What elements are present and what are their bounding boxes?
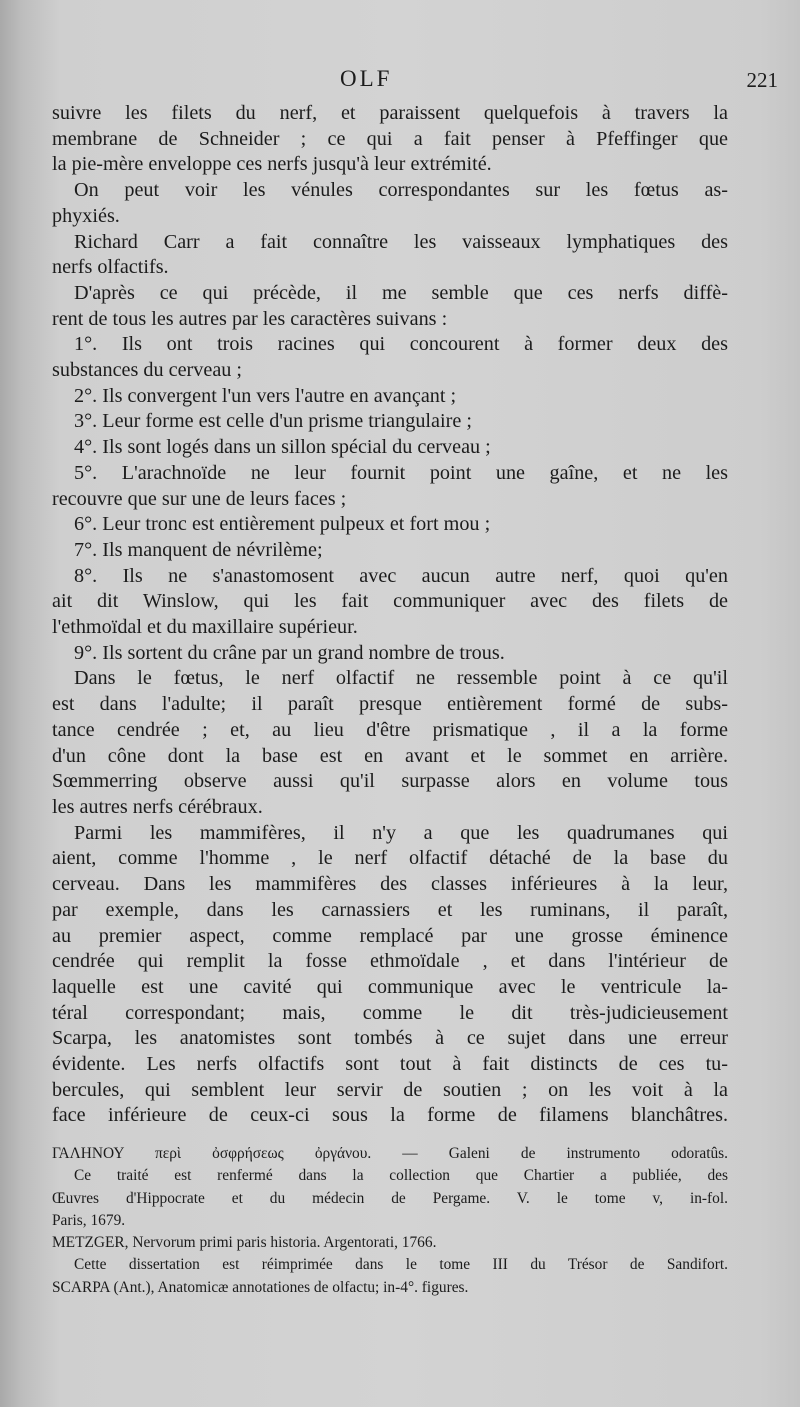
text-line: la pie-mère enveloppe ces nerfs jusqu'à leur extrémité. <box>52 153 492 176</box>
text-line: 4°. Ils sont logés dans un sillon spécial du cerveau ; <box>74 436 491 459</box>
text-line: rent de tous les autres par les caractères suivans : <box>52 307 448 330</box>
text-line: les autres nerfs cérébraux. <box>52 795 263 818</box>
text-line: membrane de Schneider ; ce qui a fait penser à Pfeffinger que <box>52 127 728 150</box>
page-number: 221 <box>746 68 778 92</box>
text-line: 3°. Leur forme est celle d'un prisme triangulaire ; <box>74 410 472 433</box>
footnote-line: Cette dissertation est réimprimée dans le tome III du Trésor de Sandifort. <box>74 1256 728 1274</box>
text-line: D'après ce qui précède, il me semble que ces nerfs diffè- <box>74 281 728 304</box>
footnotes <box>52 1143 728 1299</box>
text-line: face inférieure de ceux-ci sous la forme de filamens blanchâtres. <box>52 1104 728 1127</box>
text-line: ait dit Winslow, qui les fait communiquer avec des filets de <box>52 590 728 613</box>
text-line: recouvre que sur une de leurs faces ; <box>52 487 347 510</box>
text-line: téral correspondant; mais, comme le dit très-judicieusement <box>52 1001 728 1024</box>
text-line: 1°. Ils ont trois racines qui concourent à former deux des <box>74 333 728 356</box>
text-line: suivre les filets du nerf, et paraissent quelquefois à travers la <box>52 102 728 124</box>
text-line: 2°. Ils convergent l'un vers l'autre en avançant ; <box>74 384 457 407</box>
text-line: Dans le fœtus, le nerf olfactif ne ressemble point à ce qu'il <box>74 667 728 690</box>
text-line: 8°. Ils ne s'anastomosent avec aucun autre nerf, quoi qu'en <box>74 564 728 587</box>
text-line: Richard Carr a fait connaître les vaisseaux lymphatiques des <box>74 230 728 253</box>
body-text <box>52 101 728 1129</box>
text-line: laquelle est une cavité qui communique avec le ventricule la- <box>52 975 728 998</box>
footnote-line: SCARPA (Ant.), Anatomicæ annotationes de olfactu; in-4°. figures. <box>52 1278 469 1296</box>
text-line: évidente. Les nerfs olfactifs sont tout à fait distincts de ces tu- <box>52 1053 728 1076</box>
text-line: cendrée qui remplit la fosse ethmoïdale , et dans l'intérieur de <box>52 950 728 973</box>
text-line: par exemple, dans les carnassiers et les ruminans, il paraît, <box>52 898 728 921</box>
text-line: au premier aspect, comme remplacé par une grosse éminence <box>52 924 728 947</box>
footnote-line: Ce traité est renfermé dans la collection que Chartier a publiée, des <box>74 1167 728 1185</box>
footnote-line: Œuvres d'Hippocrate et du médecin de Pergame. V. le tome v, in-fol. <box>52 1189 728 1207</box>
text-line: On peut voir les vénules correspondantes sur les fœtus as- <box>74 179 728 202</box>
footnote-line: Paris, 1679. <box>52 1211 126 1229</box>
text-line: 7°. Ils manquent de névrilème; <box>74 538 323 561</box>
footnote-line: METZGER, Nervorum primi paris historia. Argentorati, 1766. <box>52 1234 437 1252</box>
text-line: nerfs olfactifs. <box>52 256 169 279</box>
text-line: l'ethmoïdal et du maxillaire supérieur. <box>52 616 358 639</box>
page-header <box>0 66 800 96</box>
text-line: phyxiés. <box>52 204 120 227</box>
running-title: OLF <box>340 66 393 91</box>
footnote-line: ΓΑΛΗΝΟΥ περὶ ὀσφρήσεως ὀργάνου. — Galeni de instrumento odoratûs. <box>52 1145 728 1162</box>
text-line: Sœmmerring observe aussi qu'il surpasse alors en volume tous <box>52 770 728 793</box>
text-line: bercules, qui semblent leur servir de soutien ; on les voit à la <box>52 1078 728 1101</box>
text-line: d'un cône dont la base est en avant et le sommet en arrière. <box>52 744 728 767</box>
text-line: substances du cerveau ; <box>52 359 243 382</box>
text-line: est dans l'adulte; il paraît presque entièrement formé de subs- <box>52 693 728 716</box>
text-line: Parmi les mammifères, il n'y a que les quadrumanes qui <box>74 821 728 844</box>
text-line: 9°. Ils sortent du crâne par un grand nombre de trous. <box>74 641 505 664</box>
text-line: 6°. Leur tronc est entièrement pulpeux et fort mou ; <box>74 513 491 536</box>
text-line: 5°. L'arachnoïde ne leur fournit point une gaîne, et ne les <box>74 461 728 484</box>
text-line: aient, comme l'homme , le nerf olfactif détaché de la base du <box>52 847 728 870</box>
text-line: tance cendrée ; et, au lieu d'être prismatique , il a la forme <box>52 718 728 741</box>
text-line: cerveau. Dans les mammifères des classes inférieures à la leur, <box>52 873 728 896</box>
text-line: Scarpa, les anatomistes sont tombés à ce sujet dans une erreur <box>52 1027 728 1050</box>
